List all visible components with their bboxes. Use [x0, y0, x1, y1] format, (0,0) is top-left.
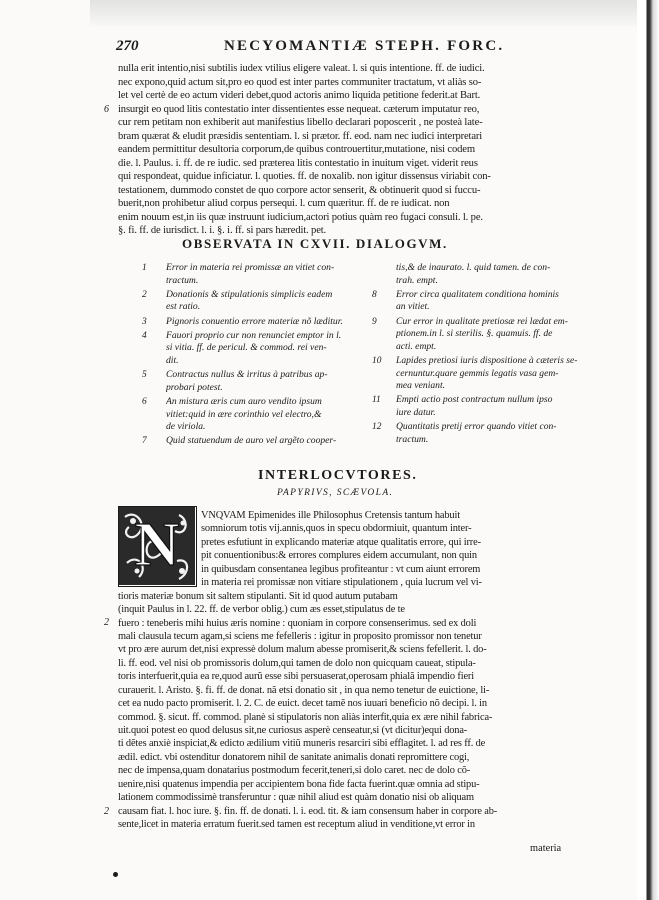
index-number: 8	[372, 289, 377, 300]
text-line: li. ff. eod. vel nisi ob promissoris dolum,qui tamen de dolo non quicquam caueat, stipula-	[118, 657, 476, 669]
interlocutors-names: PAPYRIVS, SCÆVOLA.	[277, 488, 394, 498]
text-line: VNQVAM Epimenides ille Philosophus Cretensis tantum habuit	[201, 510, 460, 521]
index-left-column	[134, 262, 372, 449]
index-entry	[134, 435, 372, 448]
index-number: 3	[142, 316, 147, 327]
text-line: cur rem petitam non exhiberit aut manifestius libello declarari poposcerit , ne posteà late-	[118, 117, 483, 128]
index-number: 6	[142, 396, 147, 407]
index-text: ptionem.in l. si sterilis. §. quamuis. ff. de	[396, 328, 553, 340]
text-line: mali clausula tecum agam,si sciens me fefelleris : igitur in proposito promissor non tenetur	[118, 630, 482, 642]
index-text: dit.	[166, 354, 179, 366]
index-text: tractum.	[396, 433, 429, 445]
running-head: NECYOMANTIÆ STEPH. FORC.	[224, 38, 505, 54]
text-line: buerit,non prohibetur aliud corpus persequi. l. cum quæritur. ff. de re iudicat. non	[118, 198, 450, 209]
index-number	[364, 262, 396, 287]
text-line: uit.quoi potest eo quod delusus sit,ne curiosus asperè censeatur,si (vt dicitur)equi dona-	[118, 725, 468, 736]
margin-number: 6	[104, 104, 109, 115]
index-text: tis,& de inaurato. l. quid tamen. de con-	[396, 262, 551, 273]
index-text: Lapides pretiosi iuris dispositione à cæteris se-	[396, 354, 578, 366]
index-text: tractum.	[166, 274, 199, 286]
index-text: Contractus nullus & irritus à patribus ap-	[166, 369, 328, 381]
index-entry	[364, 289, 602, 314]
margin-number: 2	[104, 806, 109, 817]
index-right-column	[364, 262, 602, 448]
index-text: acti. empt.	[396, 340, 437, 352]
text-line: nulla erit intentio,nisi subtilis iudex vtilius eligere valeat. l. si quis intentione. ff. de iudici.	[118, 63, 485, 74]
text-line: ti dẽtes anxiè inspiciat,& edicto ædilium vitiũ muneris resarciri sibi efflagitet. l. ad res ff. de	[118, 738, 486, 750]
index-text: Donationis & stipulationis simplicis eadem	[166, 288, 333, 300]
index-entry	[364, 262, 602, 287]
text-line: ædil. edict. vbi ostenditur donatorem nihil de sanitate animalis donati repromittere cogi,	[118, 751, 470, 763]
index-text: de viriola.	[166, 421, 206, 433]
text-line: nec expono,quid actum sit,pro eo quod est inter partes communiter tractatum, vt aliàs so-	[118, 76, 482, 88]
index-text: Empti actio post contractum nullum ipso	[396, 394, 553, 406]
index-text: Error circa qualitatem conditiona hominis	[396, 288, 559, 300]
text-line: testationem, dummodo constet de quo corpore actor senserit, & obtinuerit quod si fuccu-	[118, 184, 481, 196]
ink-dot	[113, 872, 118, 877]
text-line: §. fi. ff. de iurisdict. l. i. §. i. ff. si pars hæredit. pet.	[118, 225, 327, 236]
text-line: insurgit eo quod litis contestatio inter dissentientes esse nequeat. cæterum imputatur reo,	[118, 103, 480, 115]
index-number: 11	[372, 395, 381, 406]
index-text: trah. empt.	[396, 274, 438, 286]
index-number: 12	[372, 422, 382, 433]
index-number: 2	[142, 289, 147, 300]
top-text-block	[118, 62, 573, 238]
index-entry	[364, 316, 602, 354]
index-text: Cur error in qualitate pretiosæ rei lædat em-	[396, 315, 568, 327]
index-entry	[134, 396, 372, 434]
index-text: vitiet:quid in ære corinthio vel electro,&	[166, 408, 322, 420]
text-line: qui respondeat, quidue inficiatur. l. quoties. ff. de noxalib. non igitur dissensus viriabit con-	[118, 171, 491, 182]
text-line: sente,licet in materia erratum fuerit.sed tamen est receptum aliud in venditione,vt error in	[118, 819, 475, 831]
index-text: cernuntur.quare gemmis legatis vasa gem-	[396, 367, 559, 379]
index-entry	[134, 330, 372, 368]
text-line: nec de impensa,quam donatarius postmodum fecerit,teneri,si dolo caret. nec de dolo cõ-	[118, 765, 471, 777]
text-line: die. l. Paulus. i. ff. de re iudic. sed præterea litis contestatio in inuitum viget. viderit reus	[118, 157, 478, 169]
index-number: 4	[142, 330, 147, 341]
index-number: 7	[142, 436, 147, 447]
text-line: enim nouum est,in iis quæ instruunt iudicium,actori potius quàm reo fugaci consuli. l. pe.	[118, 211, 483, 223]
index-text: iure datur.	[396, 406, 436, 418]
index-text: Quantitatis pretij error quando vitiet con-	[396, 421, 557, 433]
text-line: fuero : teneberis mihi huius æris nomine : quoniam in corpore consenserimus. sed ex doli	[118, 617, 477, 629]
index-text: si vitia. ff. de pericul. & commod. rei ven-	[166, 342, 327, 354]
text-line: let vel certè de eo actum videri debet,quod actoris animo liquida petitione federit.at Bart.	[118, 90, 481, 101]
text-line: toris interfuerit,quia ea re,quod aurũ esse sibi persuaserat,operosam phialã impendio fieri	[118, 671, 474, 683]
text-line: tioris materiæ bonum sit saltem stipulanti. Sit id quod autum putabam	[118, 590, 398, 602]
text-line: causam fiat. l. hoc iure. §. fin. ff. de donati. l. i. eod. tit. & iam consensum haber in corpore ab-	[118, 805, 498, 817]
margin-number: 2	[104, 617, 109, 628]
catchword: materia	[530, 843, 562, 854]
text-line: pit conuentionibus:& errores complures eidem accumulant, non quin	[201, 550, 477, 562]
index-text: Pignoris conuentio errore materiæ nõ læditur.	[166, 315, 343, 327]
initial-letter: N	[134, 511, 180, 579]
index-text: An mistura æris cum auro vendito ipsum	[166, 395, 322, 407]
index-entry	[134, 262, 372, 287]
section-title: OBSERVATA IN CXVII. DIALOGVM.	[182, 236, 448, 251]
index-text: an vitiet.	[396, 301, 430, 313]
interlocutors-title: INTERLOCVTORES.	[258, 468, 418, 483]
scan-noise	[90, 0, 650, 26]
index-text: Error in materia rei promissæ an vitiet con-	[166, 262, 335, 273]
index-entry	[364, 394, 602, 419]
text-line: (inquit Paulus in l. 22. ff. de verbor oblig.) cum æs esset,stipulatus de te	[118, 604, 405, 616]
text-line: commod. §. sicut. ff. commod. planè si stipulatoris non aliàs interfit,quia ex ære nihil fabrica-	[118, 711, 493, 723]
index-text: mea veniant.	[396, 380, 446, 392]
index-number: 1	[142, 263, 147, 273]
body-text-block	[118, 509, 570, 832]
index-text: Fauori proprio cur non renunciet emptor in l.	[166, 329, 342, 341]
index-number: 10	[372, 355, 382, 366]
text-line: vt pro ære aurum det,nisi expressè dolum malum abesse promiserit,& sciens fefellerit. l. do-	[118, 644, 487, 656]
text-line: pretes esfutiunt in explicando materiæ atque qualitatis errore, qui irre-	[201, 536, 481, 548]
text-line: in quibusdam consentanea legibus profiteantur : vt cum aiunt errorem	[201, 563, 481, 575]
scan-edge	[637, 0, 659, 900]
page-number: 270	[116, 38, 139, 54]
index-entry	[134, 369, 372, 394]
index-entry	[134, 316, 372, 329]
index-text: est ratio.	[166, 301, 201, 313]
index-entry	[134, 289, 372, 314]
index-entry	[364, 421, 602, 446]
text-line: curauerit. l. Aristo. §. fi. ff. de donat. nã etsi donatio sit , in qua nemo tenetur de euictione, li-	[118, 684, 490, 696]
text-line: lationem commodissimè transferuntur : quæ nihil aliud est quàm donatio nisi ob aliquam	[118, 792, 474, 804]
index-text: Quid statuendum de auro vel argẽto cooper-	[166, 435, 337, 447]
index-number: 5	[142, 370, 147, 381]
text-line: bram quærat & eludit præsidis sententiam. l. si prætor. ff. eod. nam nec iudici interpretari	[118, 130, 483, 142]
page-header	[116, 38, 576, 60]
text-line: in materia rei promissæ non vitiare stipulationem , quia lucrum vel vi-	[201, 577, 482, 589]
text-line: eandem permittitur desultoria corporum,de quibus controuertitur,mutatione, nisi codem	[118, 144, 475, 155]
index-entry	[364, 355, 602, 393]
index-number: 9	[372, 316, 377, 327]
text-line: uenire,nisi quatenus impendia per accipientem bona fide facta fuerint.quæ omnia ad stipu-	[118, 778, 480, 790]
index-text: probari potest.	[166, 381, 223, 393]
text-line: cet ea nudo pacto promiserit. l. 2. C. de euict. decet tamẽ nos iuuari beneficio nõ decipi. l. in	[118, 698, 487, 710]
text-line: somniorum totis vij.annis,quos in specu obdormiuit, quantum inter-	[201, 523, 472, 535]
